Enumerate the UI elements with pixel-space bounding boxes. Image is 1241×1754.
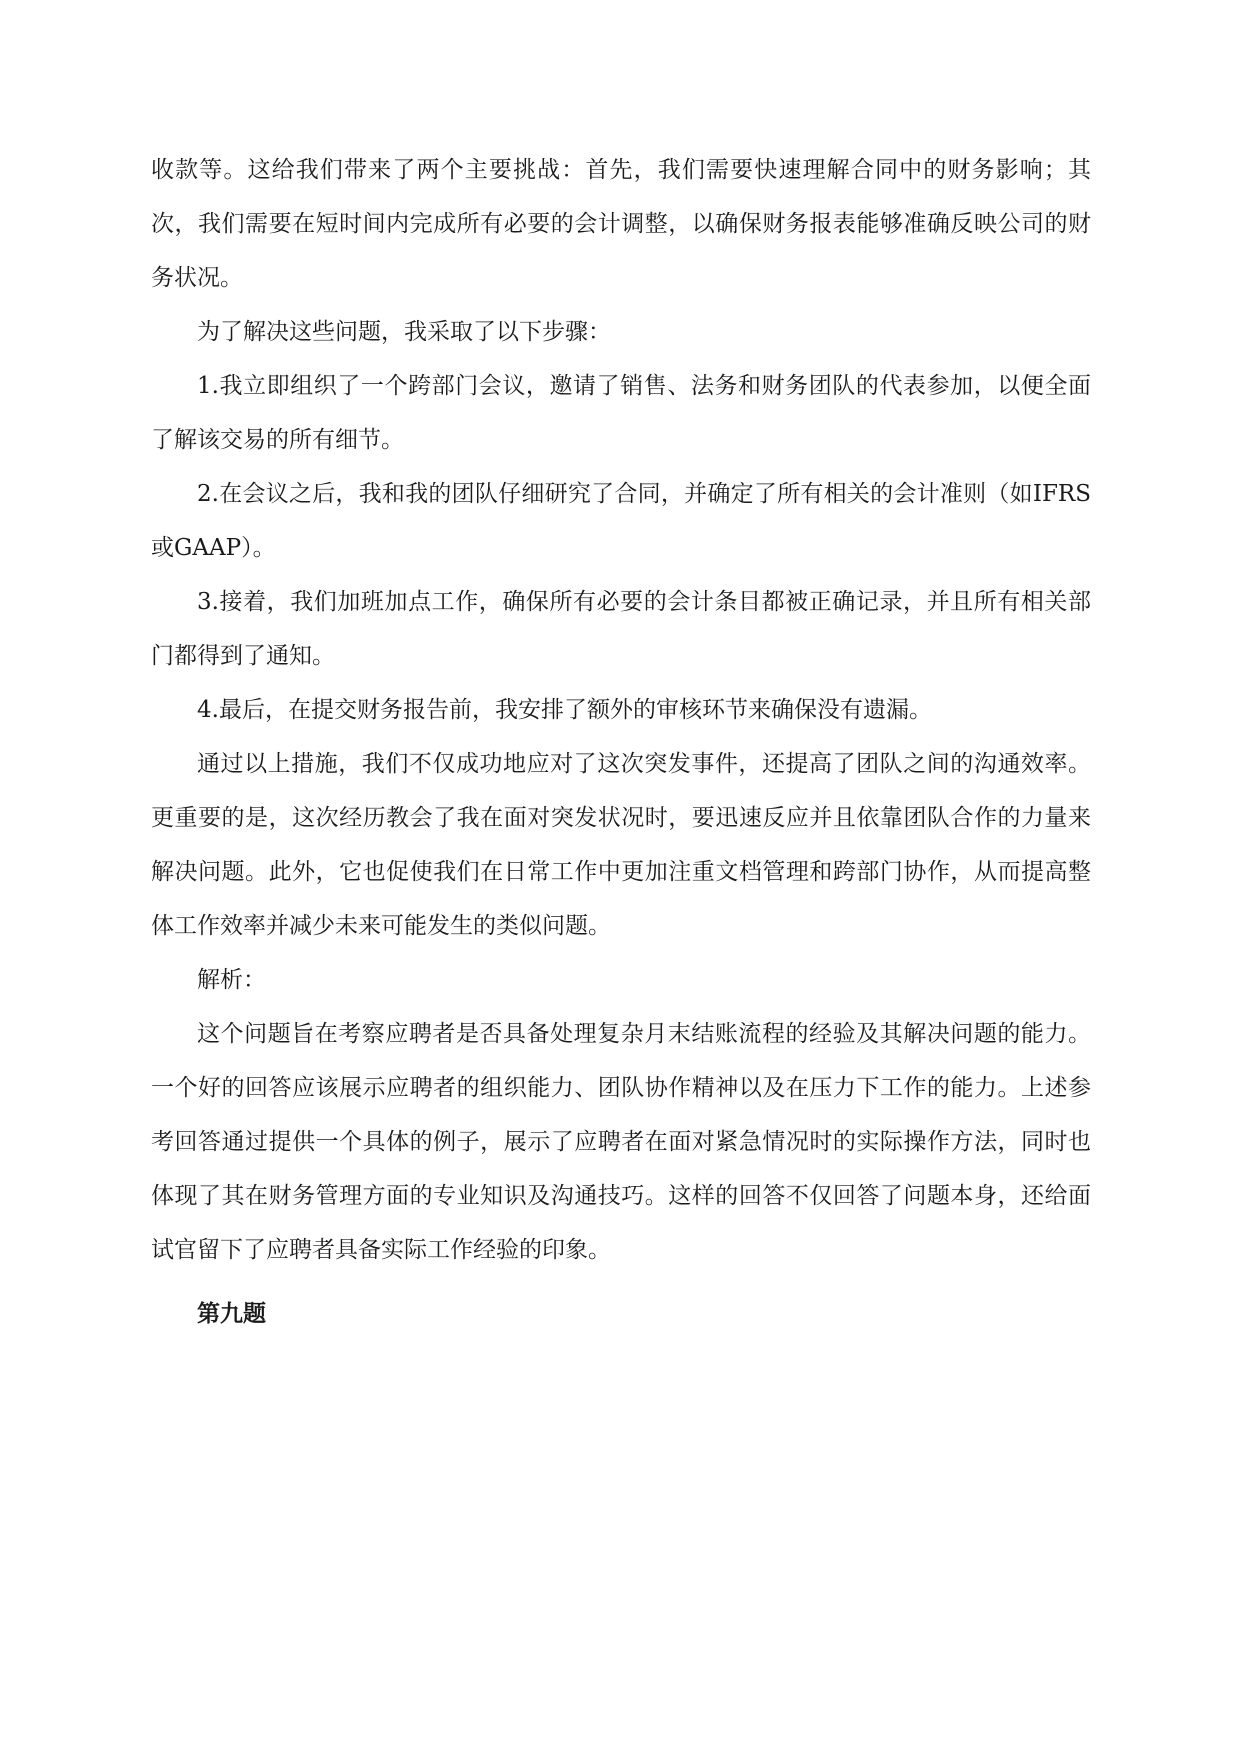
paragraph-step-1: 1.我立即组织了一个跨部门会议，邀请了销售、法务和财务团队的代表参加，以便全面了解该交易的所有细节。 [151,373,1091,453]
paragraph-step-3: 3.接着，我们加班加点工作，确保所有必要的会计条目都被正确记录，并且所有相关部门都得到了通知。 [151,589,1091,669]
paragraph-analysis-label: 解析： [197,967,266,993]
paragraph-outcome: 通过以上措施，我们不仅成功地应对了这次突发事件，还提高了团队之间的沟通效率。更重要的是，这次经历教会了我在面对突发状况时，要迅速反应并且依靠团队合作的力量来解决问题。此外，它也促使我们在日常工作中更加注重文档管理和跨部门协作，从而提高整体工作效率并减少未来可能发生的类似问题。 [151,751,1091,939]
paragraph-step-2: 2.在会议之后，我和我的团队仔细研究了合同，并确定了所有相关的会计准则（如IFRS或GAAP）。 [151,481,1091,561]
paragraph-steps-intro: 为了解决这些问题，我采取了以下步骤： [197,319,611,345]
paragraph-analysis: 这个问题旨在考察应聘者是否具备处理复杂月末结账流程的经验及其解决问题的能力。一个好的回答应该展示应聘者的组织能力、团队协作精神以及在压力下工作的能力。上述参考回答通过提供一个具体的例子，展示了应聘者在面对紧急情况时的实际操作方法，同时也体现了其在财务管理方面的专业知识及沟通技巧。这样的回答不仅回答了问题本身，还给面试官留下了应聘者具备实际工作经验的印象。 [151,1021,1091,1263]
paragraph-challenges: 收款等。这给我们带来了两个主要挑战：首先，我们需要快速理解合同中的财务影响；其次，我们需要在短时间内完成所有必要的会计调整，以确保财务报表能够准确反映公司的财务状况。 [151,157,1091,291]
section-heading: 第九题 [197,1300,266,1327]
document-body [151,143,1091,1341]
paragraph-step-4: 4.最后，在提交财务报告前，我安排了额外的审核环节来确保没有遗漏。 [197,697,932,723]
